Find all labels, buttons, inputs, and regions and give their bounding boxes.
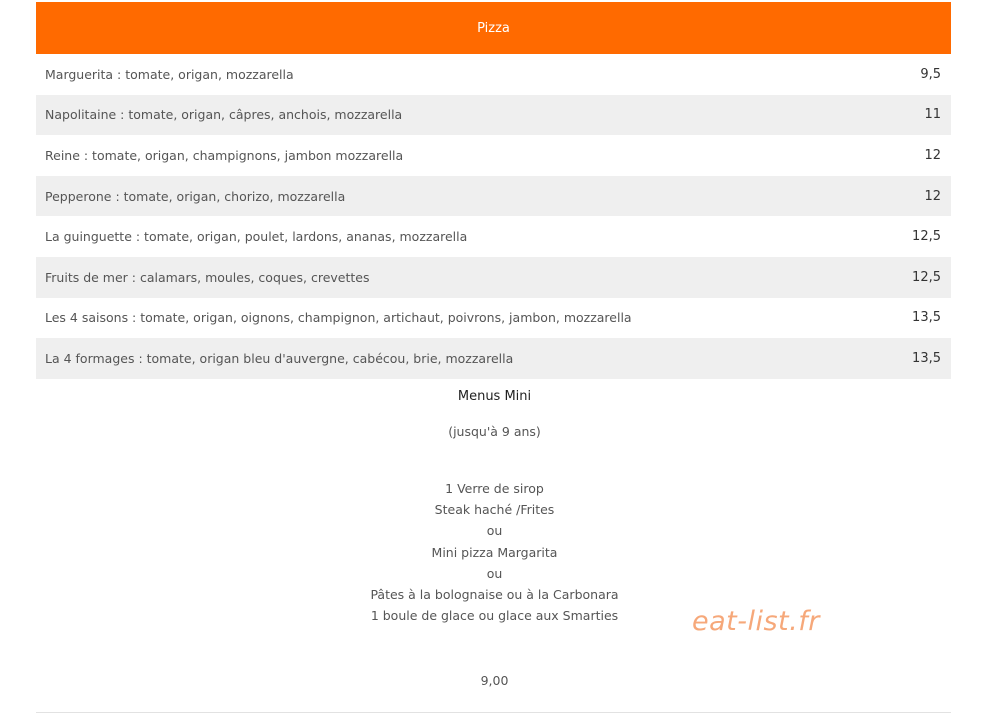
pizza-name: La guinguette : tomate, origan, poulet, lardons, ananas, mozzarella: [45, 229, 468, 245]
pizza-price: 13,5: [912, 310, 941, 326]
pizza-name: Pepperone : tomate, origan, chorizo, mozzarella: [45, 188, 346, 204]
watermark-logo: eat-list.fr: [692, 606, 820, 637]
menu-card: [36, 2, 951, 379]
menu-line: 1 Verre de sirop: [445, 481, 544, 496]
menu-line: 1 boule de glace ou glace aux Smarties: [370, 608, 619, 624]
pizza-row: [36, 257, 951, 298]
menus-mini-title: Menus Mini: [457, 389, 532, 404]
pizza-name: Fruits de mer : calamars, moules, coques, crevettes: [45, 269, 370, 285]
pizza-name: La 4 formages : tomate, origan bleu d'auvergne, cabécou, brie, mozzarella: [45, 350, 514, 366]
pizza-price: 11: [924, 107, 941, 123]
menu-line: Pâtes à la bolognaise ou à la Carbonara: [370, 587, 619, 603]
divider: [36, 712, 951, 713]
pizza-price: 9,5: [920, 66, 941, 82]
pizza-name: Les 4 saisons : tomate, origan, oignons, champignon, artichaut, poivrons, jambon, mozzarella: [45, 310, 632, 326]
menus-mini-lines: [0, 478, 989, 626]
section-header-pizza: [36, 2, 951, 54]
pizza-row: [36, 95, 951, 136]
pizza-price: 12: [924, 147, 941, 163]
pizza-name: Marguerita : tomate, origan, mozzarella: [45, 66, 294, 82]
pizza-row: [36, 298, 951, 339]
pizza-row: [36, 54, 951, 95]
pizza-price: 12,5: [912, 229, 941, 245]
pizza-name: Reine : tomate, origan, champignons, jambon mozzarella: [45, 147, 404, 163]
pizza-price: 12,5: [912, 269, 941, 285]
menu-line: ou: [486, 523, 503, 539]
menu-line: ou: [486, 565, 503, 581]
pizza-name: Napolitaine : tomate, origan, câpres, anchois, mozzarella: [45, 107, 403, 123]
pizza-row: [36, 135, 951, 176]
section-title: Pizza: [477, 20, 510, 36]
menus-mini-price: 9,00: [480, 673, 509, 688]
pizza-price: 12: [924, 188, 941, 204]
menus-mini-subtitle: (jusqu'à 9 ans): [448, 424, 541, 439]
pizza-price: 13,5: [912, 350, 941, 366]
pizza-row: [36, 338, 951, 379]
menu-line: Steak haché /Frites: [434, 502, 555, 518]
menu-line: Mini pizza Margarita: [431, 544, 558, 560]
pizza-row: [36, 176, 951, 217]
pizza-row: [36, 216, 951, 257]
pizza-list: [36, 54, 951, 379]
